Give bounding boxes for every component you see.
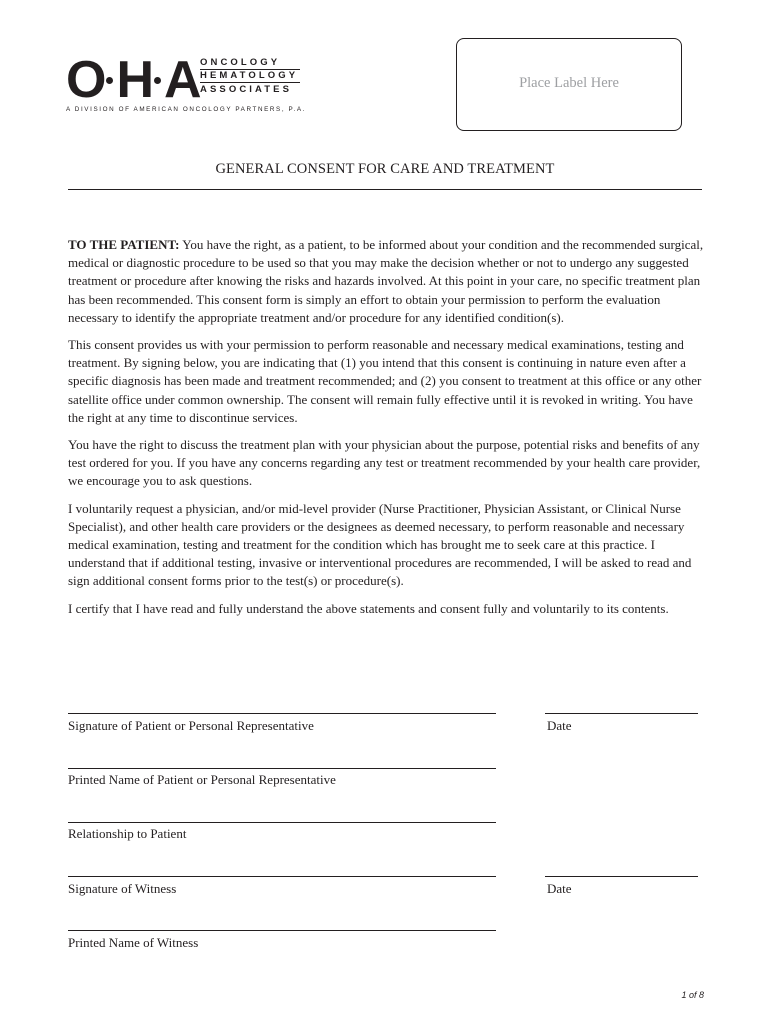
consent-body xyxy=(68,236,704,627)
date-label-2: Date xyxy=(547,881,572,896)
logo-mark xyxy=(66,51,199,109)
patient-signature-label: Signature of Patient or Personal Representative xyxy=(68,718,314,733)
paragraph-certification: I certify that I have read and fully understand the above statements and consent fully and voluntarily to its contents. xyxy=(68,600,669,616)
relationship-line[interactable] xyxy=(68,822,496,823)
printed-name-line[interactable] xyxy=(68,768,496,769)
date-label-1: Date xyxy=(547,718,572,733)
logo-word-oncology: ONCOLOGY xyxy=(200,57,281,68)
date-line-1[interactable] xyxy=(545,713,698,714)
logo-word-hematology: HEMATOLOGY xyxy=(200,70,299,81)
patient-label-box xyxy=(456,38,682,131)
label-placeholder: Place Label Here xyxy=(519,75,619,91)
witness-signature-line[interactable] xyxy=(68,876,496,877)
logo-subtitle: A DIVISION OF AMERICAN ONCOLOGY PARTNERS, P.A. xyxy=(66,106,307,113)
logo-dot xyxy=(154,77,161,84)
paragraph-right-to-discuss: You have the right to discuss the treatment plan with your physician about the purpose, potential risks and benefits of any test ordered for you. If you have any concerns regarding any test or treatment recommended by your health care provider, we encourage you to ask questions. xyxy=(68,437,701,489)
logo-words xyxy=(200,56,300,96)
intro-text: You have the right, as a patient, to be informed about your condition and the recommended surgical, medical or diagnostic procedure to be used so that you may make the decision whether or not to undergo any suggested treatment or procedure after knowing the risks and hazards involved. At this point in your care, no specific treatment plan has been recommended. This consent form is simply an effort to obtain your permission to perform the evaluation necessary to identify the appropriate treatment and/or procedure for any identified condition(s). xyxy=(68,237,704,325)
date-line-2[interactable] xyxy=(545,876,698,877)
title-divider xyxy=(68,189,702,190)
paragraph-consent-scope: This consent provides us with your permission to perform reasonable and necessary medical examinations, testing and treatment. By signing below, you are indicating that (1) you intend that this consent is continuing in nature even after a specific diagnosis has been made and treatment recommended; and (2) you consent to treatment at this office or any other satellite office under common ownership. The consent will remain fully effective until it is revoked in writing. You have the right at any time to discontinue services. xyxy=(68,337,702,425)
intro-lead: TO THE PATIENT: xyxy=(68,237,180,252)
printed-name-label: Printed Name of Patient or Personal Representative xyxy=(68,772,336,787)
logo-dot xyxy=(106,77,113,84)
logo-letter-o: O xyxy=(66,51,104,109)
relationship-label: Relationship to Patient xyxy=(68,826,187,841)
patient-signature-line[interactable] xyxy=(68,713,496,714)
logo-letter-a: A xyxy=(164,51,199,109)
logo-word-associates: ASSOCIATES xyxy=(200,84,293,95)
document-title: GENERAL CONSENT FOR CARE AND TREATMENT xyxy=(215,161,555,177)
witness-printed-name-label: Printed Name of Witness xyxy=(68,935,199,950)
paragraph-voluntary-request: I voluntarily request a physician, and/or mid-level provider (Nurse Practitioner, Physician Assistant, or Clinical Nurse Specialist), and other health care providers or the designees as deemed necessary, to perform reasonable and necessary medical examination, testing and treatment for the condition which has brought me to seek care at this practice. I understand that if additional testing, invasive or interventional procedures are recommended, I will be asked to read and sign additional consent forms prior to the test(s) or procedure(s). xyxy=(68,500,692,589)
witness-printed-name-line[interactable] xyxy=(68,930,496,931)
logo-letter-h: H xyxy=(116,51,152,109)
witness-signature-label: Signature of Witness xyxy=(68,881,177,896)
intro-paragraph xyxy=(68,236,704,327)
oha-logo xyxy=(66,51,307,118)
page-number: 1 of 8 xyxy=(681,990,704,1000)
